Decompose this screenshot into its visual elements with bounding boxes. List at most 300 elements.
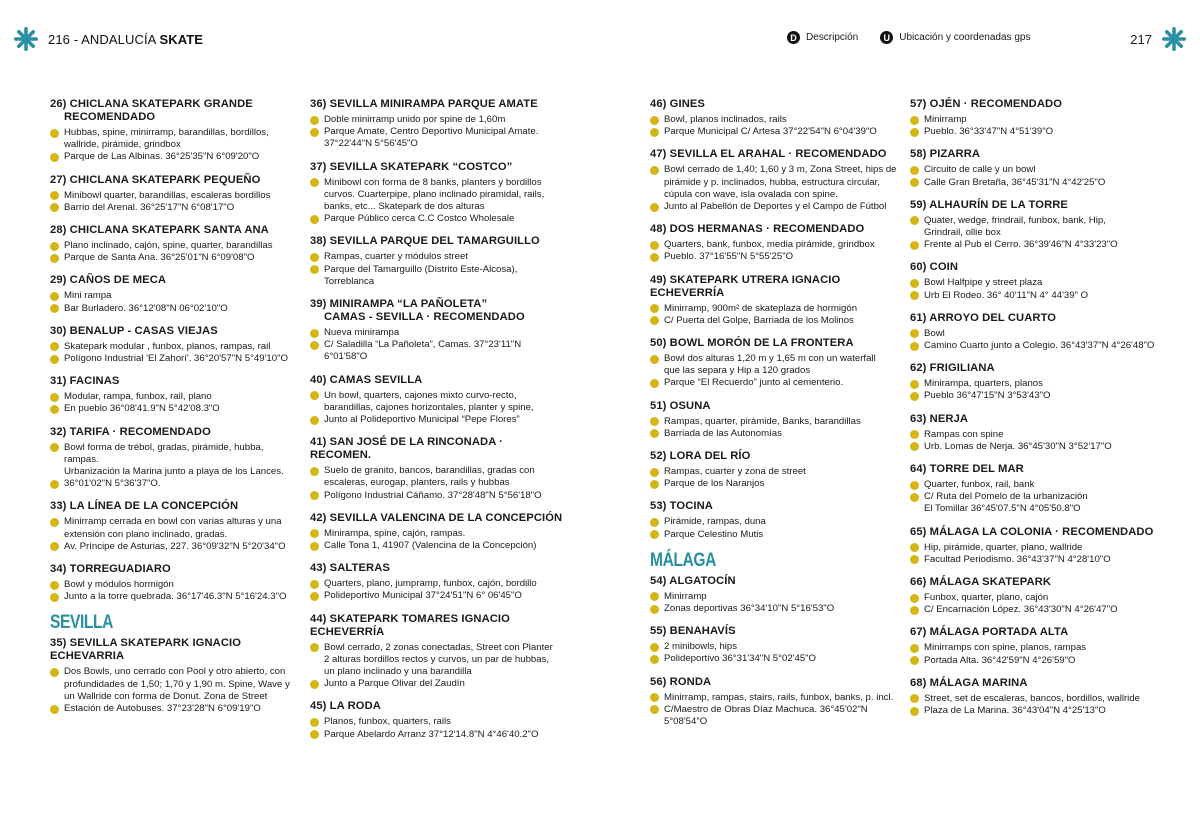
skatepark-entry xyxy=(910,576,1170,616)
description-text: Rampas, cuarter y módulos street xyxy=(324,251,468,263)
skatepark-entry xyxy=(910,362,1170,402)
description-marker-icon xyxy=(910,329,919,338)
location-line xyxy=(310,264,565,288)
location-text: Parque de los Naranjos xyxy=(664,478,765,490)
location-text: Parque Amate, Centro Deportivo Municipal Amate. 37°22'44"N 5°56'45"O xyxy=(324,126,539,150)
entry-title xyxy=(650,98,905,111)
entry-title xyxy=(310,374,565,387)
location-line xyxy=(310,590,565,602)
description-marker-icon xyxy=(50,443,59,452)
location-marker-icon xyxy=(650,429,659,438)
entry-title-text: 45) LA RODA xyxy=(310,700,381,713)
region-heading: SEVILLA xyxy=(50,612,113,634)
description-marker-icon xyxy=(650,592,659,601)
description-marker-icon xyxy=(50,129,59,138)
location-text: C/Maestro de Obras Díaz Machuca. 36°45'02"N 5°08'54"O xyxy=(664,703,868,728)
description-line xyxy=(910,693,1170,705)
location-marker-icon xyxy=(310,341,319,350)
location-text: Parque de Las Albinas. 36°25'35"N 6°09'20"O xyxy=(64,151,260,163)
entry-title xyxy=(50,224,300,237)
description-marker-icon xyxy=(50,292,59,301)
location-text: Urb El Rodeo. 36° 40'11"N 4° 44'39" O xyxy=(924,289,1089,301)
entry-title xyxy=(50,98,300,124)
description-marker-icon xyxy=(910,644,919,653)
entry-title xyxy=(910,261,1170,274)
description-line xyxy=(310,114,565,126)
location-line xyxy=(50,353,300,365)
skatepark-entry xyxy=(50,375,300,415)
location-marker-icon xyxy=(50,355,59,364)
region-heading: MÁLAGA xyxy=(650,549,716,571)
skatepark-entry xyxy=(910,626,1170,666)
entry-title-text: 34) TORREGUADIARO xyxy=(50,563,171,576)
location-line xyxy=(910,604,1170,616)
description-marker-icon xyxy=(50,518,59,527)
location-marker-icon xyxy=(50,542,59,551)
location-line xyxy=(50,151,300,163)
entry-title xyxy=(50,500,300,513)
description-text: Minirramp xyxy=(664,590,707,602)
skatepark-entry xyxy=(310,613,565,691)
location-marker-icon xyxy=(310,730,319,739)
description-text: Bowl dos alturas 1,20 m y 1,65 m con un waterfall que las separa y Hip a 120 grados xyxy=(664,353,876,377)
description-marker-icon xyxy=(50,191,59,200)
entry-title-text: 59) ALHAURÍN DE LA TORRE xyxy=(910,198,1068,211)
location-text: C/ Saladilla “La Pañoleta”, Camas. 37°23'11"N 6°01'58"O xyxy=(324,339,522,363)
location-line xyxy=(50,541,300,553)
description-line xyxy=(310,465,565,489)
column-2 xyxy=(310,98,565,751)
location-marker-icon xyxy=(50,153,59,162)
location-marker-icon xyxy=(310,542,319,551)
location-line xyxy=(910,340,1170,352)
entry-title-text: 42) SEVILLA VALENCINA DE LA CONCEPCIÓN xyxy=(310,511,563,524)
description-line xyxy=(910,429,1170,441)
description-text: Quarters, bank, funbox, media pirámide, grindbox xyxy=(664,239,875,251)
description-line xyxy=(650,692,905,704)
location-text: Calle Gran Bretaña, 36°45'31"N 4°42'25"O xyxy=(924,176,1106,188)
entry-title-text: 35) SEVILLA SKATEPARK IGNACIO ECHEVARRIA xyxy=(50,637,242,663)
description-line xyxy=(50,341,300,353)
location-marker-icon xyxy=(910,342,919,351)
location-line xyxy=(910,705,1170,717)
location-marker-icon xyxy=(310,215,319,224)
description-marker-icon xyxy=(910,216,919,225)
entry-title xyxy=(50,563,300,576)
description-line xyxy=(310,716,565,728)
skatepark-entry xyxy=(650,337,905,390)
description-marker-icon xyxy=(650,518,659,527)
skatepark-entry xyxy=(50,563,300,603)
description-text: Modular, rampa, funbox, rail, plano xyxy=(64,391,212,403)
location-marker-icon xyxy=(310,265,319,274)
entry-title xyxy=(650,274,905,300)
description-line xyxy=(50,442,300,479)
entry-title-text: 53) TOCINA xyxy=(650,500,713,513)
entry-title xyxy=(310,613,565,639)
description-line xyxy=(650,239,905,251)
description-text: Bowl cerrado, 2 zonas conectadas, Street con Planter 2 alturas bordillos rectos y curvos, un par de hubbas, un plano inclinado y una barandilla xyxy=(324,641,553,678)
skatepark-entry xyxy=(910,463,1170,516)
location-text: Parque Celestino Mutis xyxy=(664,528,764,540)
location-marker-icon xyxy=(50,304,59,313)
skatepark-entry xyxy=(650,450,905,490)
location-line xyxy=(910,655,1170,667)
location-marker-icon xyxy=(650,316,659,325)
location-text: Parque de Santa Ana. 36°25'01"N 6°09'08"O xyxy=(64,252,255,264)
location-line xyxy=(910,290,1170,302)
description-marker-icon xyxy=(910,481,919,490)
description-marker-icon xyxy=(650,304,659,313)
entry-title xyxy=(910,526,1170,539)
skatepark-entry xyxy=(910,98,1170,138)
location-marker-icon xyxy=(650,480,659,489)
description-text: Minirramp, rampas, stairs, rails, funbox, banks, p. incl. xyxy=(664,691,894,703)
location-line xyxy=(310,729,565,741)
entry-title-text: 40) CAMAS SEVILLA xyxy=(310,373,423,386)
location-marker-icon xyxy=(910,291,919,300)
legend xyxy=(787,31,1046,44)
skatepark-entry xyxy=(50,500,300,553)
description-line xyxy=(910,642,1170,654)
entry-subtitle: RECOMENDADO xyxy=(64,111,156,123)
entry-title xyxy=(50,426,300,439)
description-line xyxy=(650,466,905,478)
location-line xyxy=(910,177,1170,189)
skatepark-entry xyxy=(910,148,1170,188)
description-marker-icon xyxy=(910,694,919,703)
location-line xyxy=(310,414,565,426)
entry-title xyxy=(910,362,1170,375)
entry-title xyxy=(910,626,1170,639)
location-line xyxy=(910,491,1170,515)
description-text: Quarters, plano, jumpramp, funbox, cajón, bordillo xyxy=(324,578,537,590)
page-number-right: 217 xyxy=(1130,31,1152,47)
skatepark-entry xyxy=(310,374,565,427)
entry-title xyxy=(650,223,905,236)
description-text: Doble minirramp unido por spine de 1,60m xyxy=(324,114,506,125)
skatepark-entry xyxy=(50,325,300,365)
location-line xyxy=(650,251,905,263)
location-line xyxy=(650,428,905,440)
entry-title-text: 31) FACINAS xyxy=(50,375,120,388)
entry-title xyxy=(50,274,300,287)
entry-title-text: 55) BENAHAVÍS xyxy=(650,625,736,638)
entry-title xyxy=(310,436,565,462)
description-line xyxy=(910,164,1170,176)
location-marker-icon xyxy=(310,128,319,137)
column-3 xyxy=(650,98,905,738)
entry-title xyxy=(910,677,1170,690)
location-line xyxy=(650,377,905,389)
asterisk-logo-icon xyxy=(14,27,38,51)
skatepark-entry xyxy=(650,400,905,440)
skatepark-entry xyxy=(310,700,565,740)
location-text: C/ Encarnación López. 36°43'30"N 4°26'47"O xyxy=(924,604,1118,616)
entry-title-text: 50) BOWL MORÓN DE LA FRONTERA xyxy=(650,337,854,350)
entry-title-text: 43) SALTERAS xyxy=(310,562,390,575)
description-line xyxy=(910,277,1170,289)
description-line xyxy=(310,578,565,590)
legend-description-label: Descripción xyxy=(806,32,859,43)
entry-title-text: 26) CHICLANA SKATEPARK GRANDE xyxy=(50,98,253,110)
location-line xyxy=(650,315,905,327)
location-line xyxy=(50,202,300,214)
location-marker-icon xyxy=(910,392,919,401)
entry-title-text: 56) RONDA xyxy=(650,675,712,688)
entry-subtitle: CAMAS - SEVILLA · RECOMENDADO xyxy=(324,311,525,324)
description-marker-icon xyxy=(310,253,319,262)
description-text: Skatepark modular , funbox, planos, rampas, rail xyxy=(64,340,271,352)
location-text: Pueblo. 36°33'47"N 4°51'39"O xyxy=(924,126,1054,138)
description-marker-icon xyxy=(910,116,919,125)
description-text: Bowl, planos inclinados, rails xyxy=(664,114,787,125)
location-text: Parque Público cerca C.C Costco Wholesale xyxy=(324,213,515,225)
entry-title xyxy=(910,199,1170,212)
entry-title-text: 61) ARROYO DEL CUARTO xyxy=(910,311,1057,324)
description-line xyxy=(650,303,905,315)
location-text: C/ Ruta del Pomelo de la urbanización El Tomillar 36°45'07.5"N 4°05'50.8"O xyxy=(924,491,1088,515)
entry-title xyxy=(650,676,905,689)
location-text: Zonas deportivas 36°34'10"N 5°16'53"O xyxy=(664,603,835,615)
location-marker-icon xyxy=(910,606,919,615)
entry-title-text: 49) SKATEPARK UTRERA IGNACIO ECHEVERRÍA xyxy=(650,273,841,299)
header-left xyxy=(14,22,203,56)
description-line xyxy=(650,114,905,126)
description-line xyxy=(910,592,1170,604)
description-text: Funbox, quarter, plano, cajón xyxy=(924,592,1049,604)
entry-title xyxy=(310,298,565,324)
location-marker-icon xyxy=(50,705,59,714)
entry-title-text: 37) SEVILLA SKATEPARK “COSTCO” xyxy=(310,160,513,173)
entry-title xyxy=(650,625,905,638)
location-text: C/ Puerta del Golpe, Barriada de los Molinos xyxy=(664,314,854,326)
description-marker-icon xyxy=(910,166,919,175)
description-marker-icon xyxy=(310,643,319,652)
description-line xyxy=(650,591,905,603)
description-text: Bowl cerrado de 1,40; 1,60 y 3 m, Zona Street, hips de pirámide y p. inclinados, hubba, estructura circular, cúpula con wave, isla ovalada con spine. xyxy=(664,164,897,200)
description-text: 2 minibowls, hips xyxy=(664,641,738,653)
description-line xyxy=(310,390,565,414)
entry-title-text: 52) LORA DEL RÍO xyxy=(650,450,751,463)
description-text: Circuito de calle y un bowl xyxy=(924,164,1036,176)
entry-title-text: 66) MÁLAGA SKATEPARK xyxy=(910,576,1052,589)
location-marker-icon xyxy=(910,241,919,250)
location-marker-icon xyxy=(650,705,659,714)
description-text: Minirramp cerrada en bowl con varias alturas y una extensión con plano inclinado, gradas. xyxy=(64,516,282,540)
entry-title-text: 38) SEVILLA PARQUE DEL TAMARGUILLO xyxy=(310,235,540,248)
entry-title-text: 28) CHICLANA SKATEPARK SANTA ANA xyxy=(50,224,269,237)
location-marker-icon xyxy=(650,530,659,539)
entry-title-text: 36) SEVILLA MINIRAMPA PARQUE AMATE xyxy=(310,98,538,110)
location-line xyxy=(910,390,1170,402)
entry-title-text: 68) MÁLAGA MARINA xyxy=(910,676,1028,689)
description-line xyxy=(50,240,300,252)
description-marker-icon xyxy=(650,693,659,702)
description-line xyxy=(50,290,300,302)
description-text: Un bowl, quarters, cajones mixto curvo-recto, barandillas, cajones horizontales, planter y spine, xyxy=(324,389,534,413)
description-text: Bowl forma de trébol, gradas, pirámide, hubba, rampas. Urbanización la Marina junto a playa de los Lances. xyxy=(64,441,284,478)
entry-title xyxy=(650,337,905,350)
entry-title-text: 27) CHICLANA SKATEPARK PEQUEÑO xyxy=(50,173,261,186)
location-line xyxy=(50,703,300,715)
entry-title xyxy=(650,148,905,161)
location-text: Facultad Periodismo. 36°43'37"N 4°28'10"O xyxy=(924,553,1111,565)
entry-title xyxy=(910,312,1170,325)
location-marker-icon xyxy=(650,203,659,212)
skatepark-entry xyxy=(310,98,565,151)
header-right xyxy=(1130,22,1186,56)
location-marker-icon xyxy=(50,203,59,212)
entry-title-text: 64) TORRE DEL MAR xyxy=(910,463,1024,476)
entry-title-text: 29) CAÑOS DE MECA xyxy=(50,274,167,287)
entry-title-text: 41) SAN JOSÉ DE LA RINCONADA · RECOMEN. xyxy=(310,436,504,462)
entry-title-text: 60) COIN xyxy=(910,261,959,274)
description-marker-icon xyxy=(910,543,919,552)
entry-title xyxy=(650,400,905,413)
description-line xyxy=(910,328,1170,340)
location-line xyxy=(310,126,565,150)
description-marker-icon xyxy=(650,643,659,652)
location-text: Polideportivo 36°31'34"N 5°02'45"O xyxy=(664,653,817,665)
location-marker-icon xyxy=(50,254,59,263)
location-text: Parque “El Recuerdo” junto al cementerio. xyxy=(664,377,844,389)
legend-location-label: Ubicación y coordenadas gps xyxy=(899,32,1031,43)
location-line xyxy=(50,591,300,603)
description-text: Minirampa, spine, cajón, rampas. xyxy=(324,527,466,539)
location-text: Calle Tona 1, 41907 (Valencina de la Concepción) xyxy=(324,540,537,552)
description-marker-icon xyxy=(310,329,319,338)
location-line xyxy=(910,239,1170,251)
description-line xyxy=(910,114,1170,126)
entry-title xyxy=(310,512,565,525)
column-1 xyxy=(50,98,300,725)
skatepark-entry xyxy=(650,274,905,327)
skatepark-entry xyxy=(310,436,565,502)
description-marker-icon xyxy=(310,116,319,125)
location-marker-icon xyxy=(910,178,919,187)
description-marker-icon xyxy=(910,380,919,389)
description-line xyxy=(50,190,300,202)
location-text: Polígono Industrial Cáñamo. 37°28'48"N 5°56'18"O xyxy=(324,489,542,501)
description-text: Minibowl con forma de 8 banks, planters y bordillos curvos. Cuarterpipe, plano inclinado piramidal, rails, banks, etc... Skatepark de dos alturas xyxy=(324,176,545,213)
description-text: Rampas con spine xyxy=(924,428,1004,440)
description-marker-icon xyxy=(310,178,319,187)
location-marker-icon xyxy=(910,707,919,716)
skatepark-entry xyxy=(310,161,565,226)
skatepark-entry xyxy=(650,575,905,615)
location-line xyxy=(310,678,565,690)
location-marker-icon xyxy=(310,416,319,425)
location-text: Barriada de las Autonomías xyxy=(664,427,782,439)
location-text: Junto a la torre quebrada. 36°17'46.3"N 5°16'24.3"O xyxy=(64,591,287,603)
location-text: Av. Príncipe de Asturias, 227. 36°09'32"N 5°20'34"O xyxy=(64,540,286,552)
description-marker-icon xyxy=(310,580,319,589)
entry-title-text: 51) OSUNA xyxy=(650,399,711,412)
description-marker-icon xyxy=(650,241,659,250)
description-text: Minirampa, quarters, planos xyxy=(924,378,1043,390)
location-line xyxy=(50,252,300,264)
entry-title-text: 39) MINIRAMPA “LA PAÑOLETA” xyxy=(310,298,488,311)
description-marker-icon xyxy=(310,718,319,727)
description-line xyxy=(310,177,565,214)
entry-title-text: 65) MÁLAGA LA COLONIA · RECOMENDADO xyxy=(910,525,1154,538)
description-line xyxy=(50,127,300,151)
entry-title-text: 33) LA LÍNEA DE LA CONCEPCIÓN xyxy=(50,500,239,513)
skatepark-entry xyxy=(310,562,565,602)
location-text: Urb. Lomas de Nerja. 36°45'30"N 3°52'17"O xyxy=(924,440,1112,452)
description-text: Minirramps con spine, planos, rampas xyxy=(924,642,1087,654)
description-text: Pirámide, rampas, duna xyxy=(664,516,766,528)
description-line xyxy=(650,416,905,428)
entry-title xyxy=(910,148,1170,161)
location-text: Barrio del Arenal. 36°25'17"N 6°08'17"O xyxy=(64,201,235,213)
entry-title-text: 48) DOS HERMANAS · RECOMENDADO xyxy=(650,223,865,236)
location-marker-icon xyxy=(910,493,919,502)
skatepark-entry xyxy=(650,676,905,729)
entry-title xyxy=(50,637,300,663)
description-text: Bowl xyxy=(924,327,945,339)
description-line xyxy=(910,542,1170,554)
location-marker-icon xyxy=(650,253,659,262)
location-marker-icon xyxy=(50,405,59,414)
description-marker-icon xyxy=(910,594,919,603)
skatepark-entry xyxy=(910,526,1170,566)
asterisk-logo-icon xyxy=(1162,27,1186,51)
entry-title-text: 62) FRIGILIANA xyxy=(910,362,995,375)
description-marker-icon xyxy=(50,581,59,590)
location-text: Junto al Pabellón de Deportes y el Campo de Fútbol xyxy=(664,201,887,213)
description-line xyxy=(310,528,565,540)
location-line xyxy=(310,213,565,225)
location-text: Bar Burladero. 36°12'08"N 06°02'10"O xyxy=(64,302,228,314)
running-header-left: 216 - ANDALUCÍA SKATE xyxy=(48,31,204,47)
entry-title-text: 32) TARIFA · RECOMENDADO xyxy=(50,425,211,438)
location-text: Junto a Parque Olivar del Zaudín xyxy=(324,678,465,690)
description-marker-icon xyxy=(910,279,919,288)
location-text: Parque Municipal C/ Artesa 37°22'54"N 6°04'39"O xyxy=(664,126,877,138)
description-line xyxy=(50,391,300,403)
location-text: Polígono Industrial 'El Zahorí'. 36°20'57"N 5°49'10"O xyxy=(64,353,288,365)
description-marker-icon xyxy=(650,417,659,426)
location-line xyxy=(50,303,300,315)
skatepark-entry xyxy=(650,625,905,665)
description-text: Rampas, quarter, pirámide, Banks, barandillas xyxy=(664,415,861,427)
location-line xyxy=(310,490,565,502)
location-marker-icon xyxy=(310,491,319,500)
location-line xyxy=(50,403,300,415)
location-line xyxy=(650,126,905,138)
description-line xyxy=(50,666,300,703)
description-line xyxy=(50,516,300,540)
entry-title xyxy=(310,161,565,174)
description-text: Minirramp xyxy=(924,114,967,125)
entry-title xyxy=(310,700,565,713)
skatepark-entry xyxy=(50,174,300,214)
skatepark-entry xyxy=(50,274,300,314)
description-line xyxy=(910,215,1170,239)
description-marker-icon xyxy=(650,166,659,175)
location-marker-icon xyxy=(650,655,659,664)
entry-title-text: 54) ALGATOCÍN xyxy=(650,574,736,587)
location-marker-icon xyxy=(910,128,919,137)
entry-title xyxy=(310,562,565,575)
description-marker-icon xyxy=(310,467,319,476)
description-text: Suelo de granito, bancos, barandillas, gradas con escaleras, eurogap, planters, rails y hubbas xyxy=(324,465,535,489)
location-text: Parque del Tamarguillo (Distrito Este-Alcosa), Torreblanca xyxy=(324,263,518,287)
entry-title xyxy=(910,98,1170,111)
skatepark-entry xyxy=(910,199,1170,252)
